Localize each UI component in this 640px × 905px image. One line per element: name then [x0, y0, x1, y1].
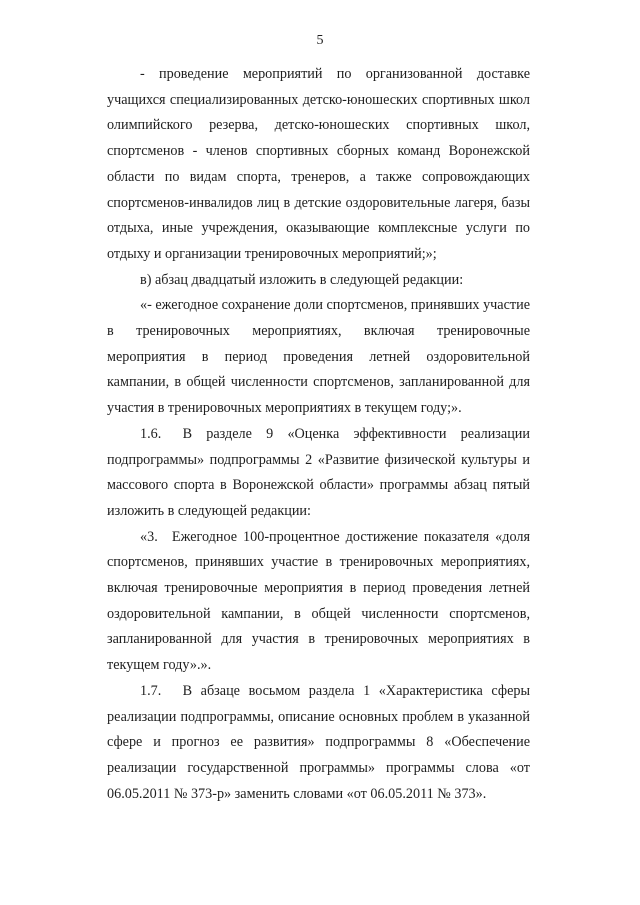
paragraph-item-1-6: 1.6. В разделе 9 «Оценка эффективности реализации подпрограммы» подпрограммы 2 «Развитие физической культуры и массового спорта в Воронежской области» программы абзац пятый изложить в следующей редакции:	[107, 425, 530, 519]
document-body	[107, 62, 530, 807]
paragraph-twenty-text: «- ежегодное сохранение доли спортсменов, принявших участие в тренировочных мероприятиях, включая тренировочные мероприятия в период проведения летней оздоровительной кампании, в общей численности спортсменов, запланированной для участия в тренировочных мероприятиях в текущем году;».	[107, 297, 530, 417]
page-number: 5	[316, 33, 324, 48]
paragraph-twenty-intro: в) абзац двадцатый изложить в следующей редакции:	[140, 271, 464, 288]
paragraph-item-1-7: 1.7. В абзаце восьмом раздела 1 «Характеристика сферы реализации подпрограммы, описание основных проблем в указанной сфере и прогноз ее развития» подпрограммы 8 «Обеспечение реализации государственной программы» программы слова «от 06.05.2011 № 373-р» заменить словами «от 06.05.2011 № 373».	[107, 682, 530, 802]
paragraph-item-1-6-text: «3. Ежегодное 100-процентное достижение показателя «доля спортсменов, принявших участие в тренировочных мероприятиях, включая тренировочные мероприятия в период проведения летней оздоровительной кампании, в общей численности спортсменов, запланированной для участия в тренировочных мероприятиях в текущем году».».	[107, 528, 530, 674]
paragraph-sporting-events-delivery: - проведение мероприятий по организованной доставке учащихся специализированных детско-юношеских спортивных школ олимпийского резерва, детско-юношеских спортивных школ, спортсменов - членов спортивных сборных команд Воронежской области по видам спорта, тренеров, а также сопровождающих спортсменов-инвалидов лиц в детские оздоровительные лагеря, базы отдыха, иные учреждения, оказывающие комплексные услуги по отдыху и организации тренировочных мероприятий;»;	[107, 66, 530, 262]
